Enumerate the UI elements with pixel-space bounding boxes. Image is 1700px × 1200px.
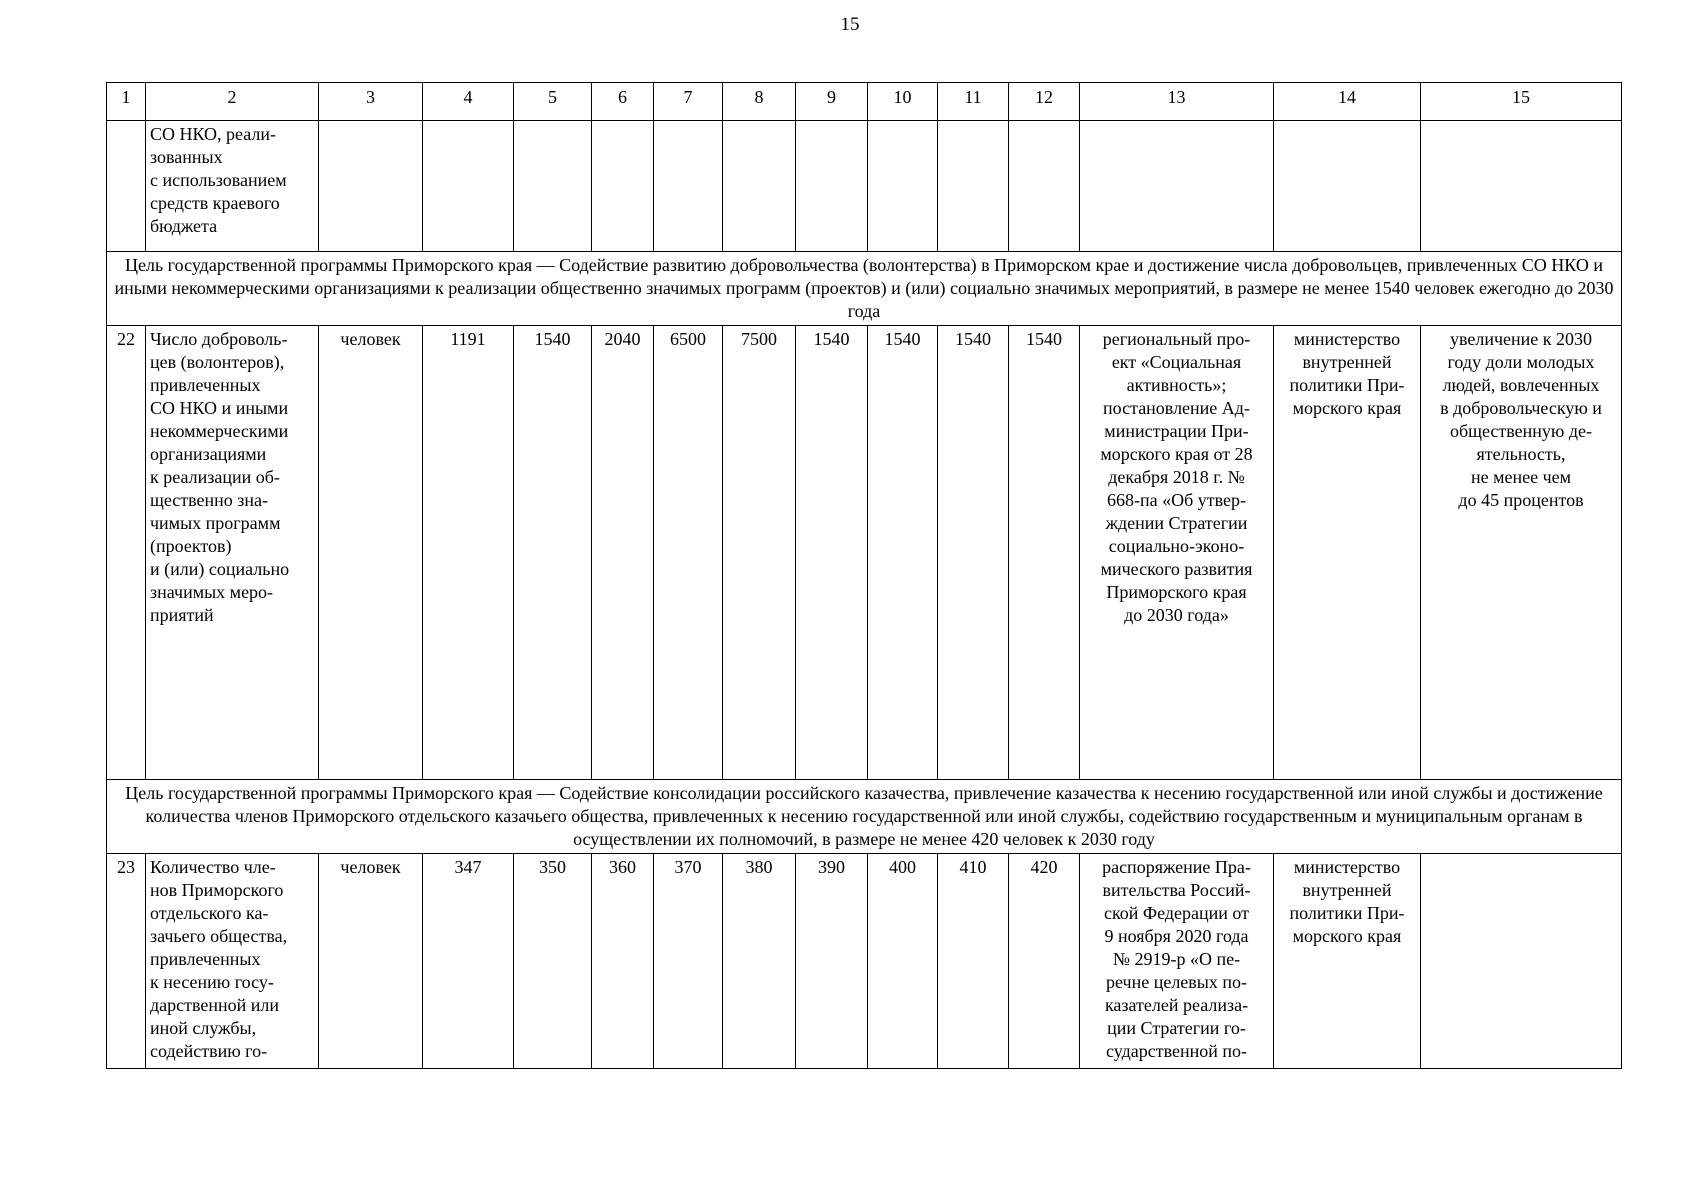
value-cell: 400 <box>868 854 938 1069</box>
column-number: 5 <box>514 83 592 121</box>
column-numbers-row <box>107 83 1622 121</box>
empty-cell <box>938 121 1009 252</box>
column-number: 15 <box>1421 83 1622 121</box>
column-number: 8 <box>723 83 796 121</box>
empty-cell <box>723 121 796 252</box>
indicator-name-cell: Число доброволь- цев (волонтеров), привлеченных СО НКО и иными некоммерческими организациями к реализации об- щественно зна- чимых программ (проектов) и (или) социально значимых меро- приятий <box>146 326 319 780</box>
column-number: 11 <box>938 83 1009 121</box>
empty-cell <box>1080 121 1274 252</box>
value-cell: 420 <box>1009 854 1080 1069</box>
empty-cell <box>592 121 654 252</box>
value-cell: 410 <box>938 854 1009 1069</box>
column-number: 2 <box>146 83 319 121</box>
value-cell: 1540 <box>514 326 592 780</box>
empty-cell <box>868 121 938 252</box>
column-number: 6 <box>592 83 654 121</box>
goal-row-cossacks <box>107 780 1622 854</box>
column-number: 4 <box>423 83 514 121</box>
column-number: 12 <box>1009 83 1080 121</box>
empty-cell <box>514 121 592 252</box>
column-number: 9 <box>796 83 868 121</box>
basis-cell: региональный про- ект «Социальная активность»; постановление Ад- министрации При- морского края от 28 декабря 2018 г. № 668-па «Об утвер- ждении Стратегии социально-эконо- мического развития Приморского края до 2030 года» <box>1080 326 1274 780</box>
column-number: 10 <box>868 83 938 121</box>
empty-cell <box>319 121 423 252</box>
value-cell: 1540 <box>868 326 938 780</box>
value-cell: 7500 <box>723 326 796 780</box>
goal-text: Цель государственной программы Приморского края — Содействие развитию добровольчества (волонтерства) в Приморском крае и достижение числа добровольцев, привлеченных СО НКО и иными некоммерческими организациями к реализации общественно значимых программ (проектов) и (или) социально значимых мероприятий, в размере не менее 1540 человек ежегодно до 2030 года <box>107 252 1622 326</box>
value-cell: 347 <box>423 854 514 1069</box>
page-number: 15 <box>840 14 860 35</box>
value-cell: 1540 <box>938 326 1009 780</box>
empty-cell <box>796 121 868 252</box>
goal-row-volunteers <box>107 252 1622 326</box>
value-cell: 1540 <box>1009 326 1080 780</box>
value-cell: 390 <box>796 854 868 1069</box>
responsible-cell: министерство внутренней политики При- морского края <box>1274 854 1421 1069</box>
value-cell: 6500 <box>654 326 723 780</box>
table-row-23 <box>107 854 1622 1069</box>
value-cell: 2040 <box>592 326 654 780</box>
empty-cell <box>1421 121 1622 252</box>
empty-cell <box>1009 121 1080 252</box>
basis-cell: распоряжение Пра- вительства Россий- ской Федерации от 9 ноября 2020 года № 2919-р «О пе- речне целевых по- казателей реализа- ции Стратегии го- сударственной по- <box>1080 854 1274 1069</box>
value-cell: 1540 <box>796 326 868 780</box>
table-row-21-continued <box>107 121 1622 252</box>
column-number: 7 <box>654 83 723 121</box>
indicators-table <box>106 82 1622 1069</box>
value-cell: 370 <box>654 854 723 1069</box>
goal-text: Цель государственной программы Приморского края — Содействие консолидации российского казачества, привлечение казачества к несению государственной или иной службы и достижение количества членов Приморского отдельского казачьего общества, привлеченных к несению государственной или иной службы, содействию государственным и муниципальным органам в осуществлении их полномочий, в размере не менее 420 человек к 2030 году <box>107 780 1622 854</box>
unit-cell: человек <box>319 854 423 1069</box>
value-cell: 1191 <box>423 326 514 780</box>
unit-cell: человек <box>319 326 423 780</box>
column-number: 14 <box>1274 83 1421 121</box>
column-number: 1 <box>107 83 146 121</box>
indicator-name-cell: Количество чле- нов Приморского отдельского ка- зачьего общества, привлеченных к несению госу- дарственной или иной службы, содействию го- <box>146 854 319 1069</box>
row-number-cell: 22 <box>107 326 146 780</box>
value-cell: 360 <box>592 854 654 1069</box>
result-cell: увеличение к 2030 году доли молодых людей, вовлеченных в добровольческую и общественную де- ятельность, не менее чем до 45 процентов <box>1421 326 1622 780</box>
column-number: 13 <box>1080 83 1274 121</box>
empty-cell <box>654 121 723 252</box>
row-number-cell: 23 <box>107 854 146 1069</box>
value-cell: 380 <box>723 854 796 1069</box>
empty-cell <box>423 121 514 252</box>
value-cell: 350 <box>514 854 592 1069</box>
result-cell <box>1421 854 1622 1069</box>
responsible-cell: министерство внутренней политики При- морского края <box>1274 326 1421 780</box>
table-row-22 <box>107 326 1622 780</box>
empty-cell <box>1274 121 1421 252</box>
row-number-cell <box>107 121 146 252</box>
column-number: 3 <box>319 83 423 121</box>
indicator-name-cell: СО НКО, реали- зованных с использованием средств краевого бюджета <box>146 121 319 252</box>
